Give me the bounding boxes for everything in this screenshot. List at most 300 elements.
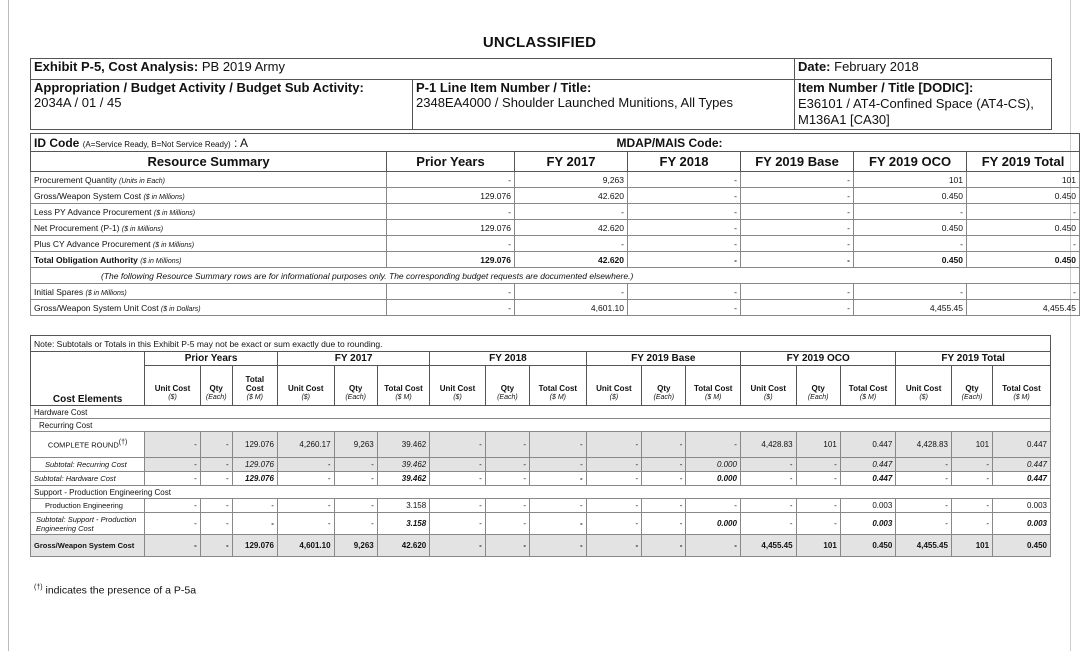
cost-value: 0.000 xyxy=(686,458,741,472)
p5a-mark: (†) xyxy=(118,439,128,447)
cost-value: - xyxy=(277,472,334,486)
cost-value: - xyxy=(740,513,796,535)
row-unit: ($ in Millions) xyxy=(153,209,196,217)
info-note-row xyxy=(31,268,1080,284)
cost-group-label: FY 2019 Total xyxy=(896,352,1051,366)
id-code: ID Code (A=Service Ready, B=Not Service Ready) : A xyxy=(31,134,628,152)
row-unit: ($ in Millions) xyxy=(152,241,195,249)
cost-section-label: Support - Production Engineering Cost xyxy=(31,486,1051,499)
cost-value: 4,428.83 xyxy=(896,432,952,458)
sub-label-unit: ($ M) xyxy=(705,394,722,401)
cost-element-name: Subtotal: Recurring Cost xyxy=(45,460,127,469)
cost-sub-label xyxy=(485,366,529,406)
col-fy2019-total: FY 2019 Total xyxy=(967,152,1080,172)
row-label: Gross/Weapon System Cost xyxy=(34,190,144,201)
resource-summary-value: - xyxy=(515,204,628,220)
row-label: Initial Spares xyxy=(34,286,86,297)
cost-value: - xyxy=(530,458,587,472)
resource-summary-label xyxy=(31,252,387,268)
row-label: Gross/Weapon System Unit Cost xyxy=(34,302,161,313)
cost-value: - xyxy=(485,432,529,458)
cost-group-label: FY 2019 OCO xyxy=(740,352,895,366)
cost-sub-label xyxy=(334,366,377,406)
sub-label-main: Unit Cost xyxy=(905,384,942,393)
sub-label-unit: ($) xyxy=(609,394,619,401)
info-summary-value: - xyxy=(741,300,854,316)
cost-value: - xyxy=(586,499,642,513)
cost-group-label: FY 2017 xyxy=(277,352,429,366)
cost-value: - xyxy=(200,458,232,472)
cost-value: - xyxy=(145,499,201,513)
sub-label-unit: ($) xyxy=(763,394,773,401)
cost-value: - xyxy=(740,458,796,472)
sub-label-unit: ($) xyxy=(919,394,928,401)
page-edge-right xyxy=(1070,0,1071,651)
cost-value: - xyxy=(200,499,232,513)
sub-label-unit: (Each) xyxy=(205,394,227,401)
cost-value: - xyxy=(896,499,952,513)
cost-value: - xyxy=(740,499,796,513)
cost-value: 9,263 xyxy=(334,432,377,458)
resource-summary-row xyxy=(31,252,1080,268)
resource-summary-row xyxy=(31,172,1080,188)
info-summary-value: - xyxy=(967,284,1080,300)
cost-row xyxy=(31,513,1051,535)
cost-value: - xyxy=(586,432,642,458)
cost-element-name: Gross/Weapon System Cost xyxy=(34,541,135,550)
cost-value: 0.447 xyxy=(840,432,896,458)
resource-summary-value: 101 xyxy=(967,172,1080,188)
cost-value: 101 xyxy=(796,432,840,458)
page-edge-left xyxy=(8,0,9,651)
info-summary-label xyxy=(31,300,387,316)
cost-sub-header xyxy=(31,366,1051,406)
resource-summary-value: - xyxy=(387,236,515,252)
sub-label-unit: ($) xyxy=(453,394,462,401)
cost-element-label xyxy=(31,535,145,557)
cost-value: - xyxy=(430,513,486,535)
resource-summary-value: - xyxy=(741,172,854,188)
resource-summary-value: - xyxy=(628,188,741,204)
row-label: Procurement Quantity xyxy=(34,174,120,185)
cost-element-label xyxy=(31,472,145,486)
resource-summary-value: 42.620 xyxy=(515,220,628,236)
footnote-mark: (†) xyxy=(34,584,43,591)
resource-summary-value: - xyxy=(515,236,628,252)
cost-value: - xyxy=(430,432,486,458)
cost-sub-label xyxy=(740,366,796,406)
resource-summary-value: - xyxy=(387,172,515,188)
cost-sub-label xyxy=(232,366,277,406)
cost-value: - xyxy=(951,472,992,486)
cost-value: - xyxy=(642,513,686,535)
cost-element-name: COMPLETE ROUND xyxy=(47,440,119,450)
sub-label-main: Total Cost xyxy=(538,384,578,393)
sub-label-main: Qty xyxy=(348,384,363,393)
cost-value: 0.447 xyxy=(993,472,1051,486)
cost-value: 129.076 xyxy=(232,535,277,557)
cost-section-label: Hardware Cost xyxy=(31,406,1051,419)
cost-value: 129.076 xyxy=(232,472,277,486)
cost-element-label xyxy=(31,432,145,458)
cost-value: 0.003 xyxy=(993,513,1051,535)
cost-value: 3.158 xyxy=(377,499,429,513)
cost-sub-label xyxy=(145,366,201,406)
cost-sub-label xyxy=(586,366,642,406)
cost-value: - xyxy=(740,472,796,486)
info-summary-value: 4,455.45 xyxy=(967,300,1080,316)
cost-value: - xyxy=(530,535,587,557)
sub-label-main: Unit Cost xyxy=(750,384,787,393)
resource-summary-value: - xyxy=(967,236,1080,252)
cost-value: - xyxy=(200,513,232,535)
item-number-cell: Item Number / Title [DODIC]: E36101 / AT4-Confined Space (AT4-CS), M136A1 [CA30] xyxy=(795,80,1052,130)
info-summary-value: - xyxy=(628,300,741,316)
resource-summary-label xyxy=(31,220,387,236)
cost-value: 129.076 xyxy=(232,458,277,472)
cost-value: - xyxy=(586,472,642,486)
resource-summary-value: 42.620 xyxy=(515,188,628,204)
cost-value: - xyxy=(642,432,686,458)
resource-summary-value: - xyxy=(741,236,854,252)
resource-summary-value: - xyxy=(741,220,854,236)
cost-group-header xyxy=(31,352,1051,366)
sub-label-main: Total Cost xyxy=(1002,384,1041,393)
sub-label-unit: ($ M) xyxy=(859,394,877,401)
resource-summary-value: - xyxy=(628,220,741,236)
cost-sub-label xyxy=(951,366,992,406)
exhibit-header xyxy=(30,58,1052,130)
cost-element-label xyxy=(31,499,145,513)
cost-row xyxy=(31,499,1051,513)
info-summary-value: 4,455.45 xyxy=(854,300,967,316)
p1-line-cell: P-1 Line Item Number / Title: 2348EA4000 / Shoulder Launched Munitions, All Types xyxy=(413,80,795,130)
cost-value: - xyxy=(642,472,686,486)
sub-label-unit: (Each) xyxy=(807,394,829,401)
info-summary-label xyxy=(31,284,387,300)
cost-value: 0.447 xyxy=(993,458,1051,472)
cost-value: 39.462 xyxy=(377,458,429,472)
cost-value: - xyxy=(334,458,377,472)
cost-value: 9,263 xyxy=(334,535,377,557)
cost-value: 4,455.45 xyxy=(896,535,952,557)
cost-value: 42.620 xyxy=(377,535,429,557)
cost-value: 0.003 xyxy=(993,499,1051,513)
resource-summary-value: - xyxy=(741,204,854,220)
cost-row xyxy=(31,419,1051,432)
sub-label-unit: ($) xyxy=(168,394,177,401)
info-summary-value: - xyxy=(387,284,515,300)
cost-value: - xyxy=(485,472,529,486)
info-summary-value: 4,601.10 xyxy=(515,300,628,316)
col-fy2019-base: FY 2019 Base xyxy=(741,152,854,172)
resource-summary-row xyxy=(31,236,1080,252)
row-unit: ($ in Millions) xyxy=(143,193,185,201)
sub-label-unit: ($ M) xyxy=(1013,394,1030,401)
info-summary-row xyxy=(31,300,1080,316)
cost-value: 0.447 xyxy=(840,458,896,472)
resource-summary-value: - xyxy=(741,188,854,204)
row-label: Net Procurement (P-1) xyxy=(34,222,122,233)
resource-summary-value: - xyxy=(967,204,1080,220)
cost-value: - xyxy=(485,458,529,472)
cost-value: 101 xyxy=(951,432,992,458)
resource-summary-title: Resource Summary xyxy=(31,152,387,172)
sub-label-unit: ($ M) xyxy=(246,394,263,401)
cost-value: - xyxy=(485,513,529,535)
cost-sub-label xyxy=(642,366,686,406)
cost-section-label: Recurring Cost xyxy=(31,419,1051,432)
sub-label-main: Qty xyxy=(811,384,825,393)
resource-summary-value: 129.076 xyxy=(387,188,515,204)
cost-value: 101 xyxy=(951,535,992,557)
resource-summary-label xyxy=(31,172,387,188)
cost-group-label: Prior Years xyxy=(145,352,278,366)
cost-row xyxy=(31,472,1051,486)
footnote xyxy=(34,584,196,597)
sub-label-main: Total Cost xyxy=(848,384,888,393)
cost-value: - xyxy=(485,499,529,513)
sub-label-unit: (Each) xyxy=(653,394,675,401)
resource-summary-value: 9,263 xyxy=(515,172,628,188)
sub-label-main: Unit Cost xyxy=(596,384,632,393)
cost-value: - xyxy=(145,472,201,486)
cost-value: - xyxy=(686,535,741,557)
cost-value: 3.158 xyxy=(377,513,429,535)
sub-label-main: Total Cost xyxy=(384,384,423,393)
cost-value: - xyxy=(530,472,587,486)
cost-value: 129.076 xyxy=(232,432,277,458)
sub-label-main: Qty xyxy=(657,384,671,393)
cost-value: - xyxy=(796,458,840,472)
resource-summary-value: - xyxy=(628,252,741,268)
cost-value: - xyxy=(430,535,486,557)
cost-value: - xyxy=(586,458,642,472)
resource-summary-value: 0.450 xyxy=(967,220,1080,236)
row-label: Less PY Advance Procurement xyxy=(34,206,154,217)
resource-summary-row xyxy=(31,188,1080,204)
exhibit-cell: Exhibit P-5, Cost Analysis: PB 2019 Army xyxy=(31,59,795,80)
classification-banner: UNCLASSIFIED xyxy=(482,34,597,51)
info-summary-value: - xyxy=(854,284,967,300)
resource-summary-label xyxy=(31,236,387,252)
cost-element-name: Subtotal: Hardware Cost xyxy=(34,474,116,483)
cost-value: - xyxy=(334,513,377,535)
cost-value: 0.450 xyxy=(993,535,1051,557)
cost-value: - xyxy=(145,458,201,472)
resource-summary-table xyxy=(30,133,1080,316)
sub-label-main: Unit Cost xyxy=(287,384,324,393)
cost-value: 0.003 xyxy=(840,499,896,513)
cost-value: - xyxy=(796,513,840,535)
cost-value: - xyxy=(896,458,952,472)
sub-label-unit: (Each) xyxy=(345,394,366,401)
sub-label-unit: ($) xyxy=(301,394,311,401)
sub-label-unit: ($ M) xyxy=(549,394,566,401)
cost-sub-label xyxy=(530,366,587,406)
sub-label-main: Qty xyxy=(209,384,223,393)
resource-summary-row xyxy=(31,204,1080,220)
cost-value: - xyxy=(145,432,201,458)
info-summary-value: - xyxy=(387,300,515,316)
sub-label-main: Qty xyxy=(500,384,515,393)
sub-label-unit: (Each) xyxy=(961,394,983,401)
cost-value: - xyxy=(232,499,277,513)
resource-summary-value: 101 xyxy=(854,172,967,188)
row-label: Plus CY Advance Procurement xyxy=(34,238,153,249)
cost-value: - xyxy=(200,432,232,458)
cost-value: - xyxy=(200,472,232,486)
cost-value: - xyxy=(145,513,201,535)
cost-sub-label xyxy=(993,366,1051,406)
resource-summary-value: 0.450 xyxy=(967,188,1080,204)
cost-value: 39.462 xyxy=(377,432,429,458)
cost-group-label: FY 2019 Base xyxy=(586,352,740,366)
sub-label-main: Total Cost xyxy=(245,375,265,393)
resource-summary-value: 0.450 xyxy=(854,220,967,236)
cost-sub-label xyxy=(200,366,232,406)
cost-value: 39.462 xyxy=(377,472,429,486)
cost-value: - xyxy=(485,535,529,557)
footnote-text: indicates the presence of a P-5a xyxy=(45,584,197,597)
info-summary-value: - xyxy=(628,284,741,300)
resource-summary-value: - xyxy=(628,236,741,252)
info-summary-row xyxy=(31,284,1080,300)
cost-value: 0.447 xyxy=(993,432,1051,458)
cost-value: - xyxy=(686,432,741,458)
mdap-code: MDAP/MAIS Code: xyxy=(628,134,1080,152)
row-unit: (Units in Each) xyxy=(119,177,165,185)
row-unit: ($ in Millions) xyxy=(121,225,164,233)
row-unit: ($ in Millions) xyxy=(85,289,127,297)
col-fy2019-oco: FY 2019 OCO xyxy=(854,152,967,172)
resource-summary-value: 0.450 xyxy=(854,188,967,204)
resource-summary-value: - xyxy=(741,252,854,268)
row-unit: ($ in Dollars) xyxy=(160,305,201,313)
resource-summary-value: 0.450 xyxy=(854,252,967,268)
cost-value: 0.450 xyxy=(840,535,896,557)
resource-summary-label xyxy=(31,188,387,204)
row-unit: ($ in Millions) xyxy=(140,257,182,265)
cost-row xyxy=(31,406,1051,419)
cost-value: - xyxy=(145,535,201,557)
cost-value: - xyxy=(642,499,686,513)
cost-value: 4,601.10 xyxy=(277,535,334,557)
cost-value: - xyxy=(200,535,232,557)
cost-value: - xyxy=(642,458,686,472)
info-note: (The following Resource Summary rows are for informational purposes only. The corresponding budget requests are documented elsewhere.) xyxy=(31,268,1080,284)
cost-value: - xyxy=(896,513,952,535)
sub-label-main: Total Cost xyxy=(693,384,733,393)
cost-sub-label xyxy=(686,366,741,406)
cost-value: - xyxy=(277,458,334,472)
col-fy2017: FY 2017 xyxy=(515,152,628,172)
cost-sub-label xyxy=(430,366,486,406)
cost-value: - xyxy=(430,458,486,472)
cost-elements-table xyxy=(30,335,1051,557)
cost-element-label xyxy=(31,513,145,535)
cost-value: - xyxy=(951,458,992,472)
cost-value: - xyxy=(277,513,334,535)
sub-label-main: Qty xyxy=(965,384,979,393)
resource-summary-value: 129.076 xyxy=(387,252,515,268)
cost-value: - xyxy=(586,535,642,557)
cost-row xyxy=(31,486,1051,499)
appropriation-cell: Appropriation / Budget Activity / Budget Sub Activity: 2034A / 01 / 45 xyxy=(31,80,413,130)
col-fy2018: FY 2018 xyxy=(628,152,741,172)
cost-element-name: Subtotal: Support - Production Engineering Cost xyxy=(36,514,137,533)
cost-row xyxy=(31,458,1051,472)
info-summary-value: - xyxy=(741,284,854,300)
cost-value: 0.000 xyxy=(686,472,741,486)
cost-value: - xyxy=(334,472,377,486)
cost-value: 0.000 xyxy=(686,513,741,535)
resource-summary-value: 42.620 xyxy=(515,252,628,268)
cost-value: 0.003 xyxy=(840,513,896,535)
cost-row xyxy=(31,535,1051,557)
cost-value: 4,455.45 xyxy=(740,535,796,557)
resource-summary-value: - xyxy=(628,172,741,188)
col-prior-years: Prior Years xyxy=(387,152,515,172)
resource-summary-value: 129.076 xyxy=(387,220,515,236)
cost-value: - xyxy=(530,432,587,458)
cost-value: - xyxy=(530,499,587,513)
resource-summary-label xyxy=(31,204,387,220)
cost-value: 4,260.17 xyxy=(277,432,334,458)
cost-value: - xyxy=(796,499,840,513)
cost-value: - xyxy=(796,472,840,486)
sub-label-main: Unit Cost xyxy=(439,384,476,393)
cost-sub-label xyxy=(796,366,840,406)
sub-label-unit: (Each) xyxy=(497,394,518,401)
cost-element-label xyxy=(31,458,145,472)
cost-elements-header: Cost Elements xyxy=(31,366,145,406)
cost-value: - xyxy=(686,499,741,513)
resource-summary-value: 0.450 xyxy=(967,252,1080,268)
info-summary-value: - xyxy=(515,284,628,300)
cost-value: 0.447 xyxy=(840,472,896,486)
row-label: Total Obligation Authority xyxy=(34,254,141,265)
date-cell: Date: February 2018 xyxy=(795,59,1052,80)
cost-value: 101 xyxy=(796,535,840,557)
cost-value: - xyxy=(896,472,952,486)
cost-value: - xyxy=(334,499,377,513)
cost-sub-label xyxy=(896,366,952,406)
cost-sub-label xyxy=(277,366,334,406)
blank-cell xyxy=(31,352,145,366)
cost-value: - xyxy=(232,513,277,535)
resource-summary-value: - xyxy=(854,204,967,220)
resource-summary-row xyxy=(31,220,1080,236)
resource-summary-value: - xyxy=(628,204,741,220)
cost-value: - xyxy=(951,499,992,513)
cost-value: 4,428.83 xyxy=(740,432,796,458)
cost-value: - xyxy=(951,513,992,535)
cost-value: - xyxy=(586,513,642,535)
cost-value: - xyxy=(430,499,486,513)
sub-label-unit: ($ M) xyxy=(395,394,412,401)
cost-value: - xyxy=(530,513,587,535)
cost-value: - xyxy=(642,535,686,557)
resource-summary-value: - xyxy=(854,236,967,252)
cost-sub-label xyxy=(377,366,429,406)
sub-label-main: Unit Cost xyxy=(154,384,191,393)
cost-group-label: FY 2018 xyxy=(430,352,586,366)
cost-element-name: Production Engineering xyxy=(45,501,123,510)
cost-value: - xyxy=(277,499,334,513)
cost-value: - xyxy=(430,472,486,486)
rounding-note: Note: Subtotals or Totals in this Exhibit P-5 may not be exact or sum exactly due to rounding. xyxy=(31,336,1051,352)
